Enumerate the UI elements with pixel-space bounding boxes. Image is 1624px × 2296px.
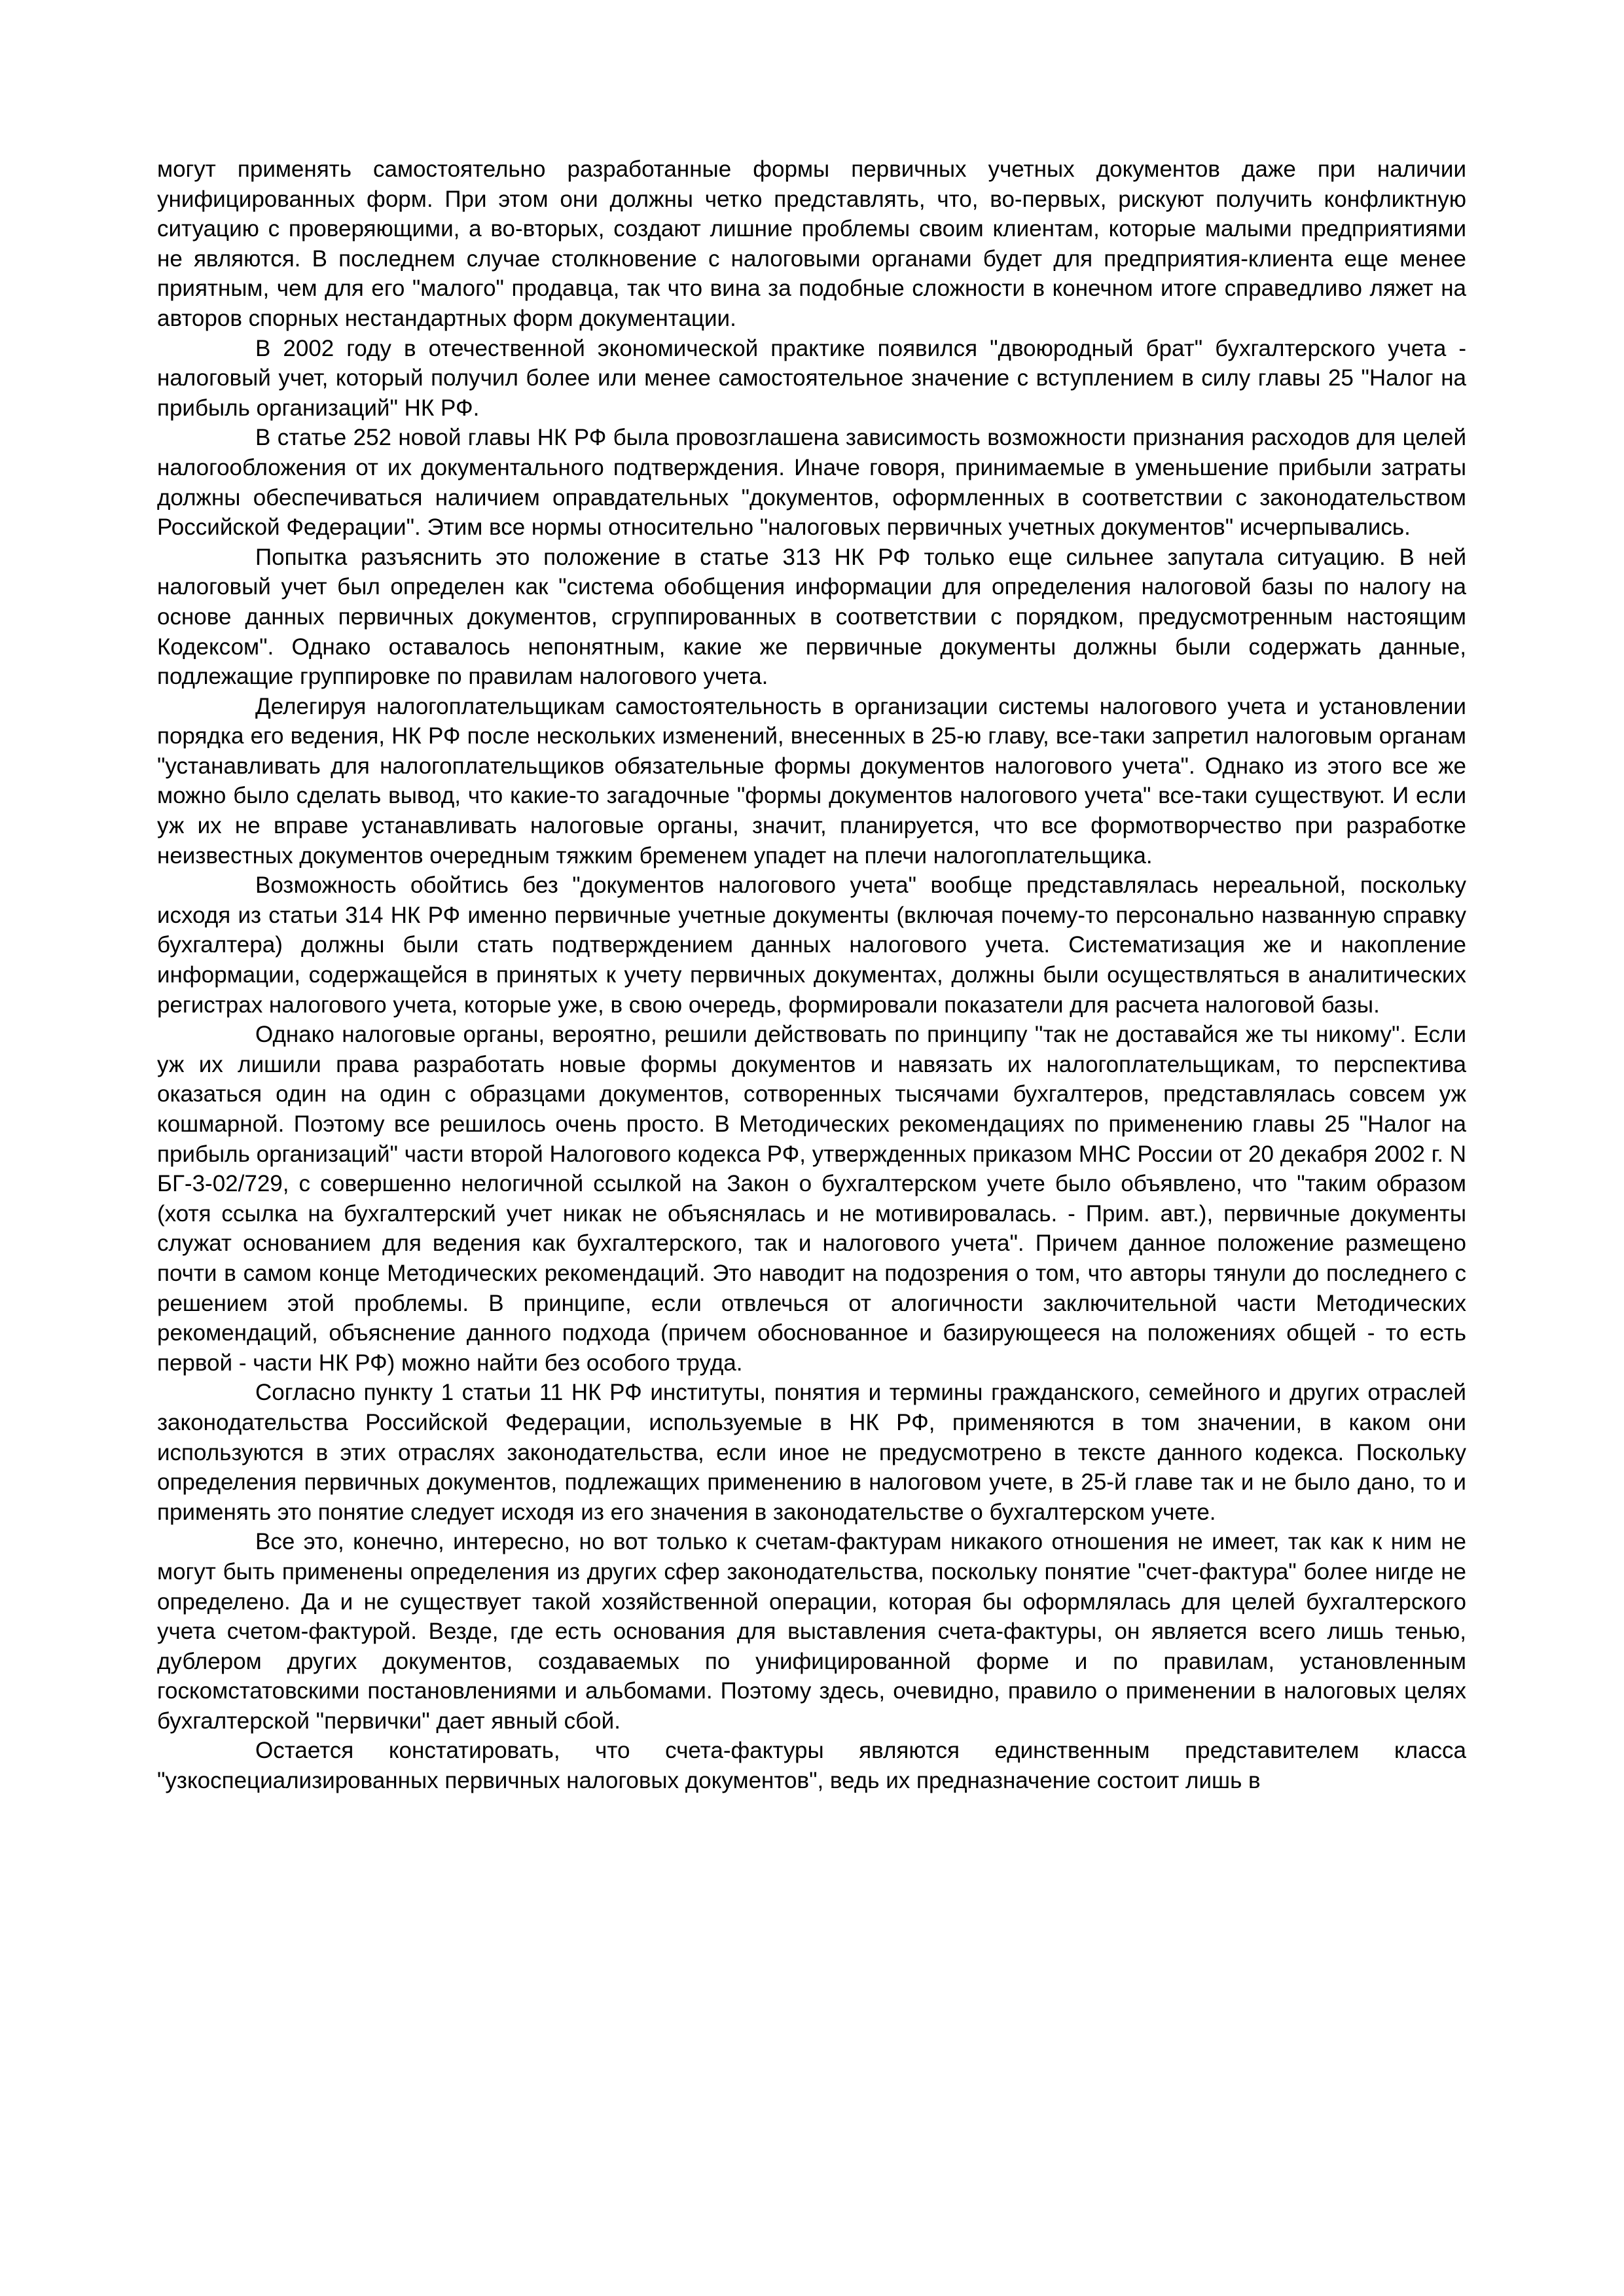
document-page	[157, 154, 1466, 1796]
paragraph: В 2002 году в отечественной экономической практике появился "двоюродный брат" бухгалтерского учета - налоговый учет, который получил более или менее самостоятельное значение с вступлением в силу главы 25 "Налог на прибыль организаций" НК РФ.	[157, 335, 1466, 421]
paragraph: Возможность обойтись без "документов налогового учета" вообще представлялась нереальной, поскольку исходя из статьи 314 НК РФ именно первичные учетные документы (включая почему-то персонально названную справку бухгалтера) должны были стать подтверждением данных налогового учета. Систематизация же и накопление информации, содержащейся в принятых к учету первичных документах, должны были осуществляться в аналитических регистрах налогового учета, которые уже, в свою очередь, формировали показатели для расчета налоговой базы.	[157, 872, 1466, 1018]
paragraph: Все это, конечно, интересно, но вот только к счетам-фактурам никакого отношения не имеет, так как к ним не могут быть применены определения из других сфер законодательства, поскольку понятие "счет-фактура" более нигде не определено. Да и не существует такой хозяйственной операции, которая бы оформлялась для целей бухгалтерского учета счетом-фактурой. Везде, где есть основания для выставления счета-фактуры, он является всего лишь тенью, дублером других документов, создаваемых по унифицированной форме и по правилам, установленным госкомстатовскими постановлениями и альбомами. Поэтому здесь, очевидно, правило о применении в налоговых целях бухгалтерской "первички" дает явный сбой.	[157, 1529, 1466, 1734]
paragraph: Однако налоговые органы, вероятно, решили действовать по принципу "так не доставайся же ты никому". Если уж их лишили права разработать новые формы документов и навязать их налогоплательщикам, то перспектива оказаться один на один с образцами документов, сотворенных тысячами бухгалтеров, представлялась совсем уж кошмарной. Поэтому все решилось очень просто. В Методических рекомендациях по применению главы 25 "Налог на прибыль организаций" части второй Налогового кодекса РФ, утвержденных приказом МНС России от 20 декабря 2002 г. N БГ-3-02/729, с совершенно нелогичной ссылкой на Закон о бухгалтерском учете было объявлено, что "таким образом (хотя ссылка на бухгалтерский учет никак не объяснялась и не мотивировалась. - Прим. авт.), первичные документы служат основанием для ведения как бухгалтерского, так и налогового учета". Причем данное положение размещено почти в самом конце Методических рекомендаций. Это наводит на подозрения о том, что авторы тянули до последнего с решением этой проблемы. В принципе, если отвлечься от алогичности заключительной части Методических рекомендаций, объяснение данного подхода (причем обоснованное и базирующееся на положениях общей - то есть первой - части НК РФ) можно найти без особого труда.	[157, 1022, 1466, 1376]
paragraph: Попытка разъяснить это положение в статье 313 НК РФ только еще сильнее запутала ситуацию. В ней налоговый учет был определен как "система обобщения информации для определения налоговой базы по налогу на основе данных первичных документов, сгруппированных в соответствии с порядком, предусмотренным настоящим Кодексом". Однако оставалось непонятным, какие же первичные документы должны были содержать данные, подлежащие группировке по правилам налогового учета.	[157, 544, 1466, 690]
paragraph-continuation: могут применять самостоятельно разработанные формы первичных учетных документов даже при наличии унифицированных форм. При этом они должны четко представлять, что, во-первых, рискуют получить конфликтную ситуацию с проверяющими, а во-вторых, создают лишние проблемы своим клиентам, которые малыми предприятиями не являются. В последнем случае столкновение с налоговыми органами будет для предприятия-клиента еще менее приятным, чем для его "малого" продавца, так что вина за подобные сложности в конечном итоге справедливо ляжет на авторов спорных нестандартных форм документации.	[157, 156, 1466, 331]
paragraph-truncated: Остается констатировать, что счета-фактуры являются единственным представителем класса "узкоспециализированных первичных налоговых документов", ведь их предназначение состоит лишь в	[157, 1738, 1466, 1794]
paragraph: В статье 252 новой главы НК РФ была провозглашена зависимость возможности признания расходов для целей налогообложения от их документального подтверждения. Иначе говоря, принимаемые в уменьшение прибыли затраты должны обеспечиваться наличием оправдательных "документов, оформленных в соответствии с законодательством Российской Федерации". Этим все нормы относительно "налоговых первичных учетных документов" исчерпывались.	[157, 425, 1466, 541]
paragraph: Делегируя налогоплательщикам самостоятельность в организации системы налогового учета и установлении порядка его ведения, НК РФ после нескольких изменений, внесенных в 25-ю главу, все-таки запретил налоговым органам "устанавливать для налогоплательщиков обязательные формы документов налогового учета". Однако из этого все же можно было сделать вывод, что какие-то загадочные "формы документов налогового учета" все-таки существуют. И если уж их не вправе устанавливать налоговые органы, значит, планируется, что все формотворчество при разработке неизвестных документов очередным тяжким бременем упадет на плечи налогоплательщика.	[157, 693, 1466, 869]
paragraph: Согласно пункту 1 статьи 11 НК РФ институты, понятия и термины гражданского, семейного и других отраслей законодательства Российской Федерации, используемые в НК РФ, применяются в том значении, в каком они используются в этих отраслях законодательства, если иное не предусмотрено в тексте данного кодекса. Поскольку определения первичных документов, подлежащих применению в налоговом учете, в 25-й главе так и не было дано, то и применять это понятие следует исходя из его значения в законодательстве о бухгалтерском учете.	[157, 1380, 1466, 1525]
